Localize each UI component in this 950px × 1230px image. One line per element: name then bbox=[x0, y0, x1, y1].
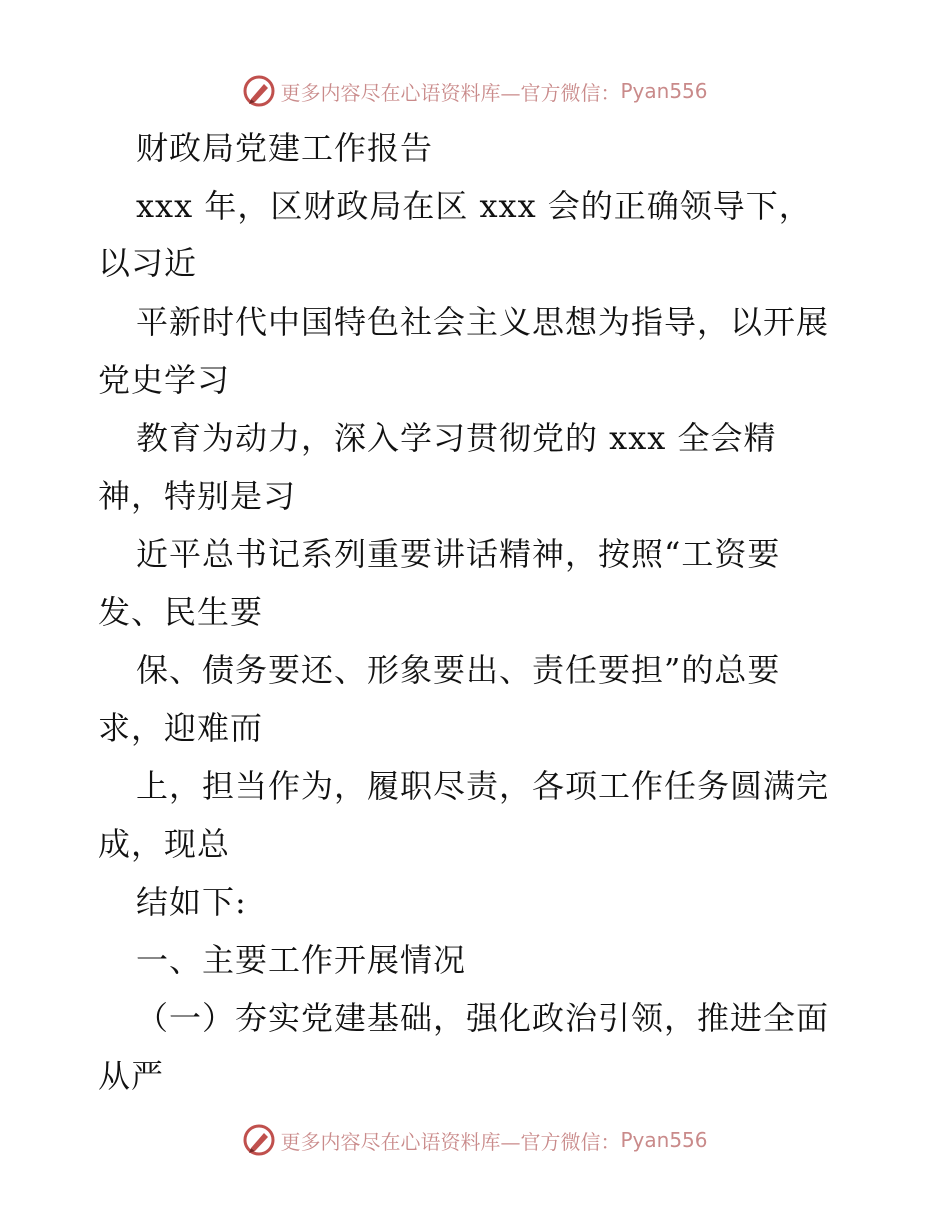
footer-watermark bbox=[0, 1120, 950, 1160]
pen-logo-icon bbox=[242, 74, 276, 108]
body-line: 教育为动力，深入学习贯彻党的 xxx 全会精 bbox=[136, 419, 777, 457]
body-line: 求，迎难而 bbox=[98, 709, 264, 747]
body-line: 上，担当作为，履职尽责，各项工作任务圆满完 bbox=[136, 767, 830, 805]
pen-logo-icon bbox=[242, 1123, 276, 1157]
body-line: 以习近 bbox=[98, 244, 198, 282]
document-title: 财政局党建工作报告 bbox=[136, 129, 434, 167]
watermark-wechat-id: Pyan556 bbox=[620, 79, 708, 103]
body-line: 神，特别是习 bbox=[98, 477, 297, 515]
header-watermark bbox=[0, 71, 950, 111]
subsection-heading: （一）夯实党建基础，强化政治引领，推进全面 bbox=[136, 999, 830, 1037]
body-line: 党史学习 bbox=[98, 361, 231, 399]
section-heading: 一、主要工作开展情况 bbox=[136, 941, 467, 979]
body-line: 保、债务要还、形象要出、责任要担”的总要 bbox=[136, 651, 781, 689]
body-line: 从严 bbox=[98, 1057, 165, 1095]
body-line: 成，现总 bbox=[98, 825, 231, 863]
body-line: xxx 年，区财政局在区 xxx 会的正确领导下， bbox=[136, 187, 812, 225]
watermark-text: 更多内容尽在心语资料库—官方微信： bbox=[280, 80, 621, 105]
body-line: 发、民生要 bbox=[98, 593, 264, 631]
body-line: 近平总书记系列重要讲话精神，按照“工资要 bbox=[136, 535, 781, 573]
watermark-text: 更多内容尽在心语资料库—官方微信： bbox=[280, 1129, 621, 1154]
body-line: 平新时代中国特色社会主义思想为指导，以开展 bbox=[136, 303, 830, 341]
body-line: 结如下: bbox=[136, 883, 247, 921]
watermark-wechat-id: Pyan556 bbox=[620, 1128, 708, 1152]
